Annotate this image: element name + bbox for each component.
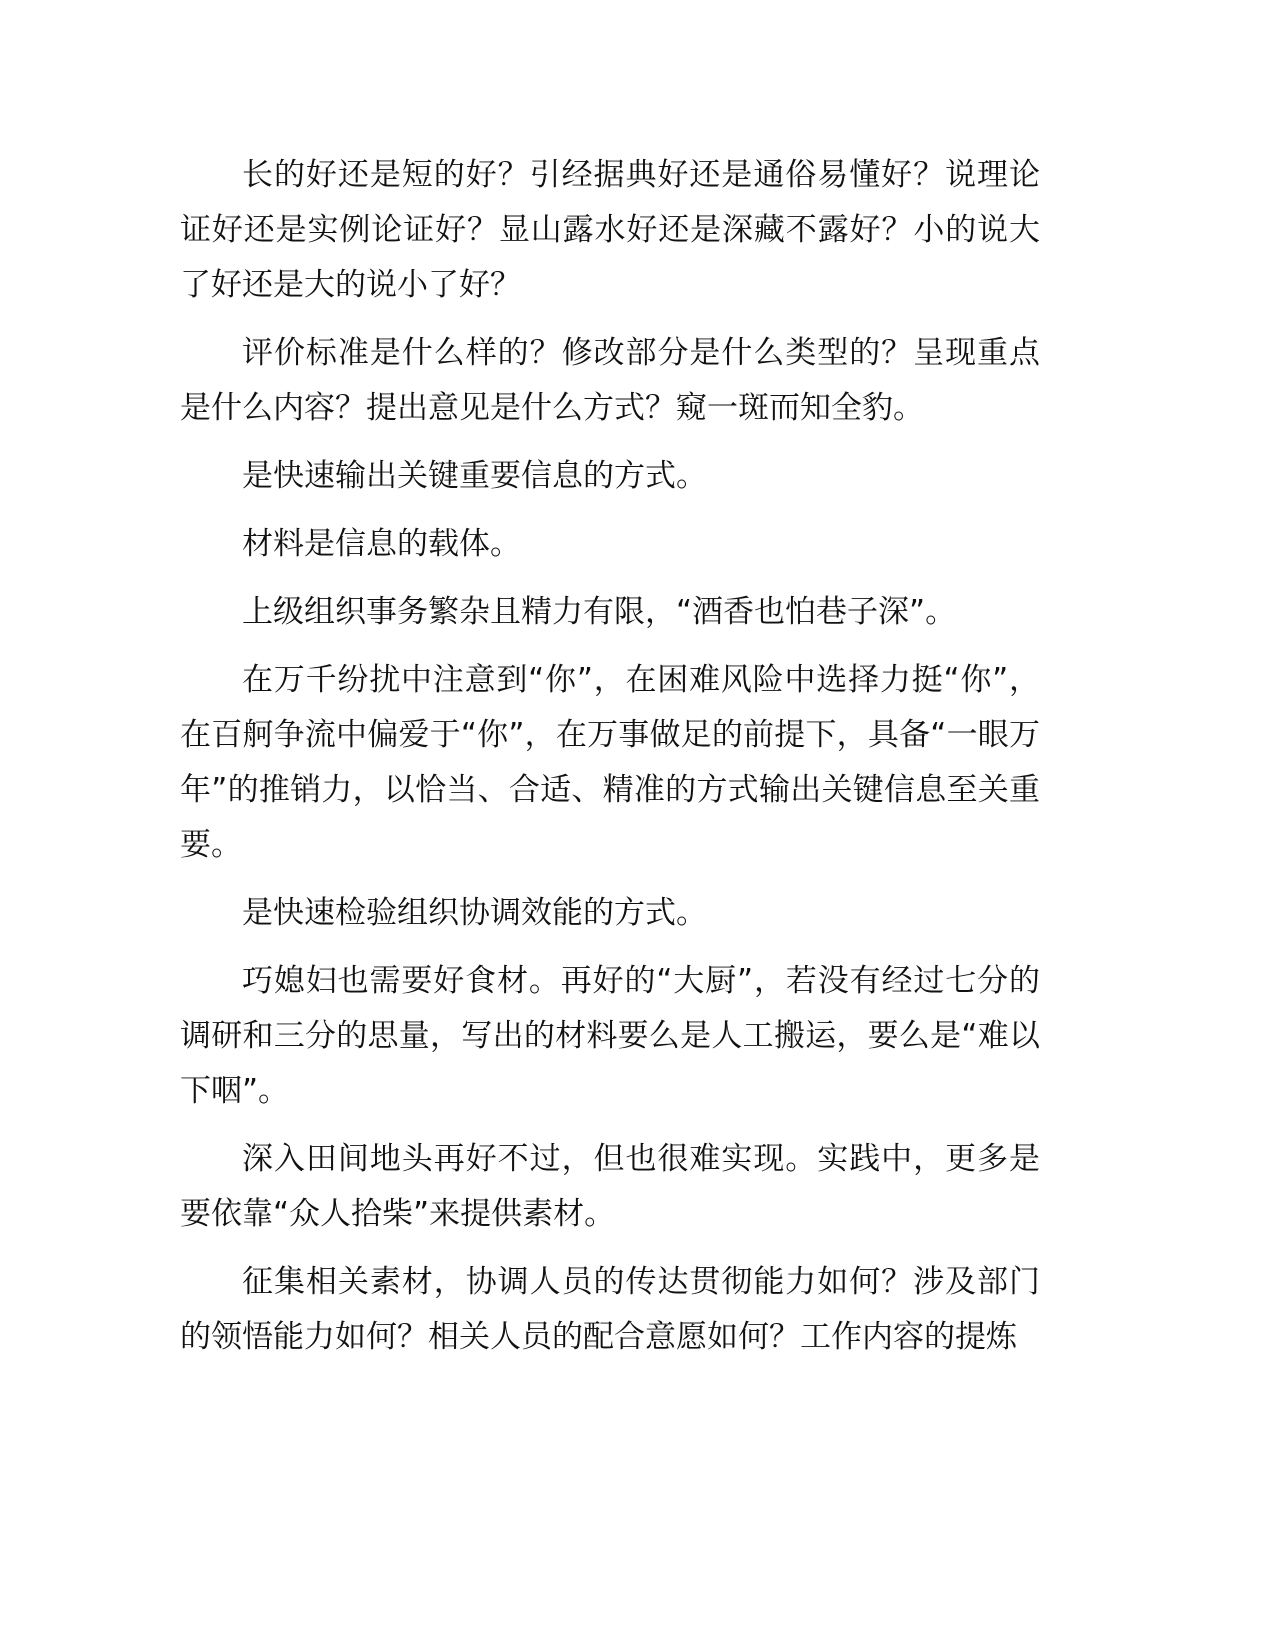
paragraph: 上级组织事务繁杂且精力有限，“酒香也怕巷子深”。 (242, 594, 957, 630)
paragraph: 长的好还是短的好？引经据典好还是通俗易懂好？说理论证好还是实例论证好？显山露水好还是深藏不露好？小的说大了好还是大的说小了好？ (180, 157, 1040, 303)
paragraph: 评价标准是什么样的？修改部分是什么类型的？呈现重点是什么内容？提出意见是什么方式？窥一斑而知全豹。 (180, 335, 1040, 426)
paragraph: 深入田间地头再好不过，但也很难实现。实践中，更多是要依靠“众人拾柴”来提供素材。 (180, 1141, 1040, 1232)
paragraph: 材料是信息的载体。 (242, 526, 521, 562)
paragraph: 在万千纷扰中注意到“你”，在困难风险中选择力挺“你”，在百舸争流中偏爱于“你”，在万事做足的前提下，具备“一眼万年”的推销力，以恰当、合适、精准的方式输出关键信息至关重要。 (180, 662, 1040, 863)
paragraph: 征集相关素材，协调人员的传达贯彻能力如何？涉及部门的领悟能力如何？相关人员的配合意愿如何？工作内容的提炼 (180, 1264, 1040, 1355)
paragraph: 是快速输出关键重要信息的方式。 (242, 458, 707, 494)
paragraph: 巧媳妇也需要好食材。再好的“大厨”，若没有经过七分的调研和三分的思量，写出的材料要么是人工搬运，要么是“难以下咽”。 (180, 963, 1040, 1109)
paragraph: 是快速检验组织协调效能的方式。 (242, 895, 707, 931)
document-page (180, 148, 1040, 1378)
